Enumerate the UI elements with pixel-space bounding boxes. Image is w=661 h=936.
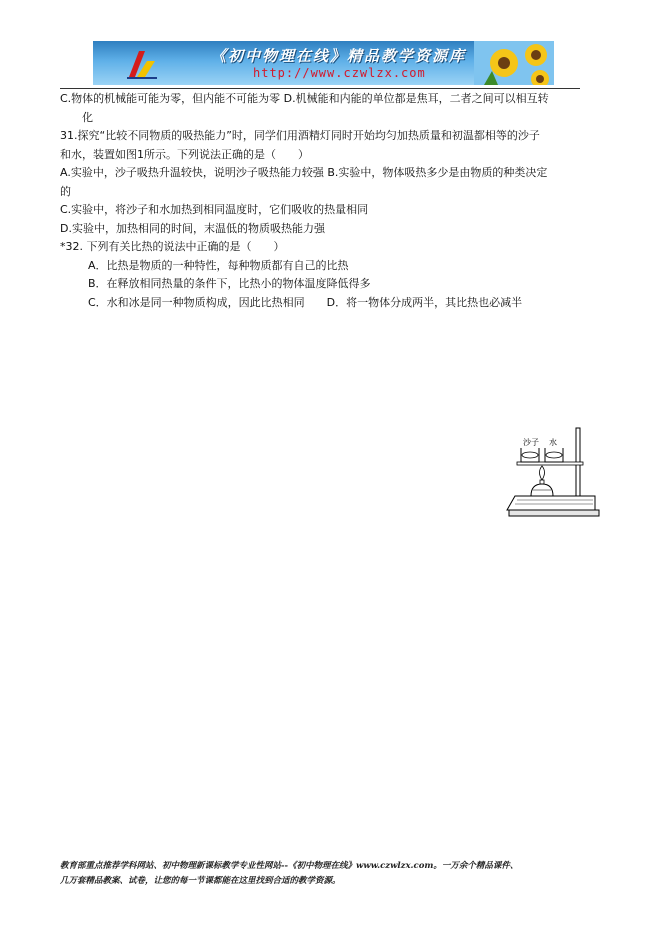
banner-title: 《初中物理在线》精品教学资源库 [211,47,467,65]
figure-label-water: 水 [549,438,557,447]
page-footer [60,859,600,889]
sunflower-icon [474,41,554,85]
banner-url[interactable]: http://www.czwlzx.com [253,66,426,80]
q30-option-c-continued: 化 [82,110,93,124]
q31-option-c: C.实验中，将沙子和水加热到相同温度时，它们吸收的热量相同 [60,203,369,216]
q30-option-c: C.物体的机械能可能为零，但内能不可能为零 D.机械能和内能的单位都是焦耳，二者之间可以相互转 [60,92,549,105]
q31-option-ab-line2: 的 [60,184,71,198]
q31-option-ab-line1: A.实验中，沙子吸热升温较快，说明沙子吸热能力较强 B.实验中，物体吸热多少是由物质的种类决定 [60,166,548,179]
q31-option-d: D.实验中，加热相同的时间，末温低的物质吸热能力强 [60,221,325,235]
footer-line1: 教育部重点推荐学科网站、初中物理新课标教学专业性网站--《初中物理在线》www.czwlzx.com。一万余个精品课件、 [60,861,519,871]
experiment-figure [503,426,603,520]
q32-stem: *32. 下列有关比热的说法中正确的是（ ） [60,240,285,253]
footer-line2: 几万套精品教案、试卷，让您的每一节课都能在这里找到合适的教学资源。 [60,876,341,886]
figure-label-sand: 沙子 [523,438,539,447]
q31-stem-line2: 和水，装置如图1所示。下列说法正确的是（ ） [60,147,309,161]
header-banner [93,41,554,85]
header-divider [60,88,580,89]
q31-stem-line1: 31.探究“比较不同物质的吸热能力”时，同学们用酒精灯同时开始均匀加热质量和初温都相等的沙子 [60,129,540,142]
question-content [60,90,590,312]
site-logo-icon [125,47,159,79]
q32-option-a: A．比热是物质的一种特性，每种物质都有自己的比热 [88,258,349,272]
q32-option-cd: C．水和冰是同一种物质构成，因此比热相同 D．将一物体分成两半，其比热也必减半 [88,295,523,309]
q32-option-b: B．在释放相同热量的条件下，比热小的物体温度降低得多 [88,277,371,290]
